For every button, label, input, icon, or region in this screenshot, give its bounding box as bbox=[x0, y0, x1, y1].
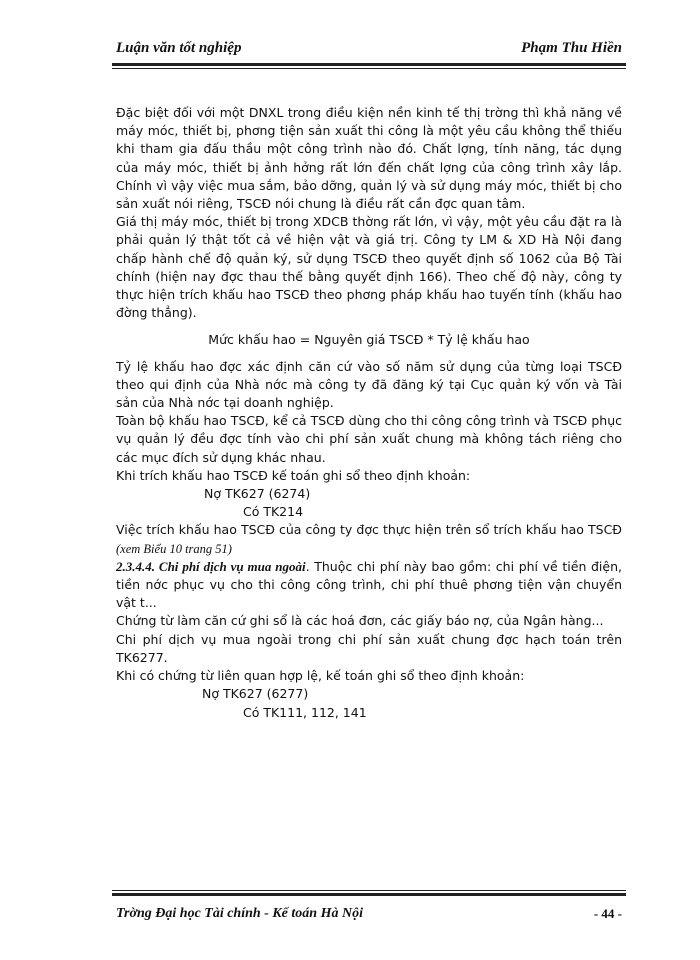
ledger-text: Việc trích khấu hao TSCĐ của công ty đợc thực hiện trên sổ trích khấu hao TSCĐ bbox=[116, 522, 622, 538]
page-body bbox=[116, 104, 622, 722]
footer-university-name: Trờng Đại học Tài chính - Kế toán Hà Nội bbox=[116, 906, 363, 921]
depreciation-formula: Mức khấu hao = Nguyên giá TSCĐ * Tỷ lệ khấu hao bbox=[208, 332, 530, 348]
journal-entry-1-credit: Có TK214 bbox=[243, 504, 304, 520]
paragraph-entry-intro-2: Khi có chứng từ liên quan hợp lệ, kế toán ghi sổ theo định khoản: bbox=[116, 668, 525, 684]
table-reference: (xem Biểu 10 trang 51) bbox=[116, 541, 232, 556]
paragraph-machinery-importance: Đặc biệt đối với một DNXL trong điều kiện nền kinh tế thị trờng thì khả năng về máy móc, thiết bị, phơng tiện sản xuất thi công là một yêu cầu không thể thiếu khi tham gia đấu thầu một công trình nào đó. Chất lợng, tính năng, tác dụng của máy móc, thiết bị ảnh hởng rất lớn đến chất lợng của công trình xây lắp. Chính vì vậy việc mua sắm, bảo dỡng, quản lý và sử dụng máy móc, thiết bị cho sản xuất nói riêng, TSCĐ nói chung là điều rất cần đợc quan tâm. bbox=[116, 105, 622, 212]
footer-rule-thick bbox=[112, 893, 626, 896]
paragraph-depreciation-allocation: Toàn bộ khấu hao TSCĐ, kể cả TSCĐ dùng cho thi công công trình và TSCĐ phục vụ quản lý đều đợc tính vào chi phí sản xuất chung mà không tách riêng cho các mục đích sử dụng khác nhau. bbox=[116, 413, 622, 465]
header-thesis-title: Luận văn tốt nghiệp bbox=[116, 40, 242, 56]
footer-rule-thin bbox=[112, 890, 626, 891]
journal-entry-2-debit: Nợ TK627 (6277) bbox=[202, 686, 309, 702]
header-author-name: Phạm Thu Hiền bbox=[521, 40, 622, 56]
paragraph-source-documents: Chứng từ làm căn cứ ghi sổ là các hoá đơn, các giấy báo nợ, của Ngân hàng... bbox=[116, 613, 604, 629]
paragraph-depreciation-rate: Tỷ lệ khấu hao đợc xác định căn cứ vào số năm sử dụng của từng loại TSCĐ theo qui định của Nhà nớc mà công ty đã đăng ký tại Cục quản ký vốn và Tài sản của Nhà nớc tại doanh nghiệp. bbox=[116, 358, 622, 411]
paragraph-depreciation-ledger bbox=[116, 521, 622, 557]
section-text: . Thuộc chi phí này bao gồm: chi phí về tiền điện, tiền nớc phục vụ cho thi công công trình, chi phí thuê phơng tiện vận chuyển vật t... bbox=[116, 558, 622, 611]
header-rule-thick bbox=[112, 63, 626, 66]
journal-entry-1-debit: Nợ TK627 (6274) bbox=[204, 486, 311, 502]
paragraph-section-2-3-4-4 bbox=[116, 558, 622, 613]
header-rule-thin bbox=[112, 68, 626, 69]
paragraph-asset-management: Giá thị máy móc, thiết bị trong XDCB thờng rất lớn, vì vậy, một yêu cầu đặt ra là phải quản lý thật tốt cả về hiện vật và giá trị. Công ty LM & XD Hà Nội đang chấp hành chế độ quản ký, sử dụng TSCĐ theo quyết định số 1062 của Bộ Tài chính (hiện nay đợc thau thế bằng quyết định 166). Theo chế độ này, công ty thực hiện trích khấu hao TSCĐ theo phơng pháp khấu hao tuyến tính (khấu hao đờng thẳng). bbox=[116, 214, 622, 321]
section-heading: 2.3.4.4. Chi phí dịch vụ mua ngoài bbox=[116, 558, 306, 574]
paragraph-account-6277: Chi phí dịch vụ mua ngoài trong chi phí sản xuất chung đợc hạch toán trên TK6277. bbox=[116, 631, 622, 665]
paragraph-entry-intro-1: Khi trích khấu hao TSCĐ kế toán ghi sổ theo định khoản: bbox=[116, 467, 471, 483]
journal-entry-2-credit: Có TK111, 112, 141 bbox=[243, 704, 367, 720]
page-number: - 44 - bbox=[593, 906, 622, 921]
page-footer bbox=[116, 906, 622, 928]
